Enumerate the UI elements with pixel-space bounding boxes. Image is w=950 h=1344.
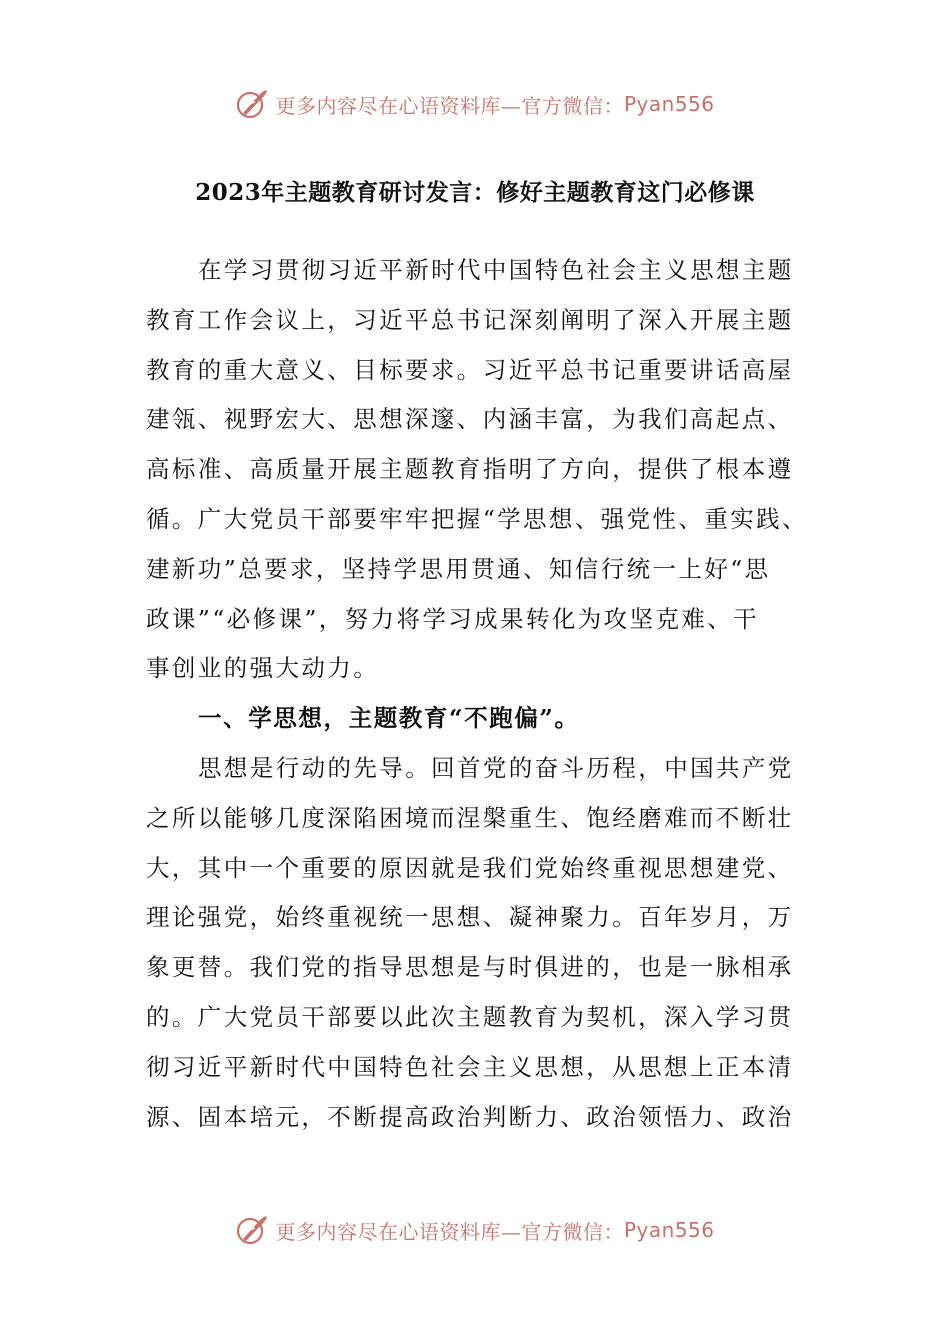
paragraph-line: 在学习贯彻习近平新时代中国特色社会主义思想主题 [198, 256, 794, 284]
paragraph-line: 循。广大党员干部要牢牢把握“学思想、强党性、重实践、 [146, 504, 808, 533]
document-body [146, 252, 810, 1148]
paragraph-line: 之所以能够几度深陷困境而涅槃重生、饱经磨难而不断壮 [146, 803, 794, 832]
header-watermark [0, 82, 950, 126]
watermark-wechat-handle: Pyan556 [623, 92, 715, 116]
quill-pen-logo-icon [235, 1213, 269, 1247]
paragraph-line: 彻习近平新时代中国特色社会主义思想，从思想上正本清 [146, 1052, 794, 1081]
paragraph-line: 事创业的强大动力。 [146, 654, 380, 683]
paragraph-line: 建瓴、视野宏大、思想深邃、内涵丰富，为我们高起点、 [146, 405, 794, 434]
paragraph-line: 理论强党，始终重视统一思想、凝神聚力。百年岁月，万 [146, 903, 794, 932]
section-heading: 一、学思想，主题教育“不跑偏”。 [198, 704, 580, 733]
paragraph-line: 高标准、高质量开展主题教育指明了方向，提供了根本遵 [146, 455, 794, 484]
paragraph-line: 源、固本培元，不断提高政治判断力、政治领悟力、政治 [146, 1102, 794, 1131]
document-title: 2023年主题教育研讨发言：修好主题教育这门必修课 [195, 179, 755, 206]
quill-pen-logo-icon [235, 87, 269, 121]
paragraph-line: 政课”“必修课”，努力将学习成果转化为攻坚克难、干 [146, 604, 760, 633]
paragraph-line: 思想是行动的先导。回首党的奋斗历程，中国共产党 [198, 753, 794, 782]
paragraph-line: 教育的重大意义、目标要求。习近平总书记重要讲话高屋 [146, 355, 794, 384]
footer-watermark [0, 1208, 950, 1252]
watermark-wechat-handle: Pyan556 [623, 1218, 715, 1242]
paragraph-line: 教育工作会议上，习近平总书记深刻阐明了深入开展主题 [146, 305, 794, 334]
watermark-brand-text: 更多内容尽在心语资料库—官方微信： [275, 1219, 624, 1244]
paragraph-line: 大，其中一个重要的原因就是我们党始终重视思想建党、 [146, 853, 794, 882]
paragraph-line: 象更替。我们党的指导思想是与时俱进的，也是一脉相承 [146, 953, 794, 982]
paragraph-line: 的。广大党员干部要以此次主题教育为契机，深入学习贯 [146, 1002, 794, 1031]
watermark-brand-text: 更多内容尽在心语资料库—官方微信： [275, 93, 624, 118]
paragraph-line: 建新功”总要求，坚持学思用贯通、知信行统一上好“思 [146, 554, 771, 583]
